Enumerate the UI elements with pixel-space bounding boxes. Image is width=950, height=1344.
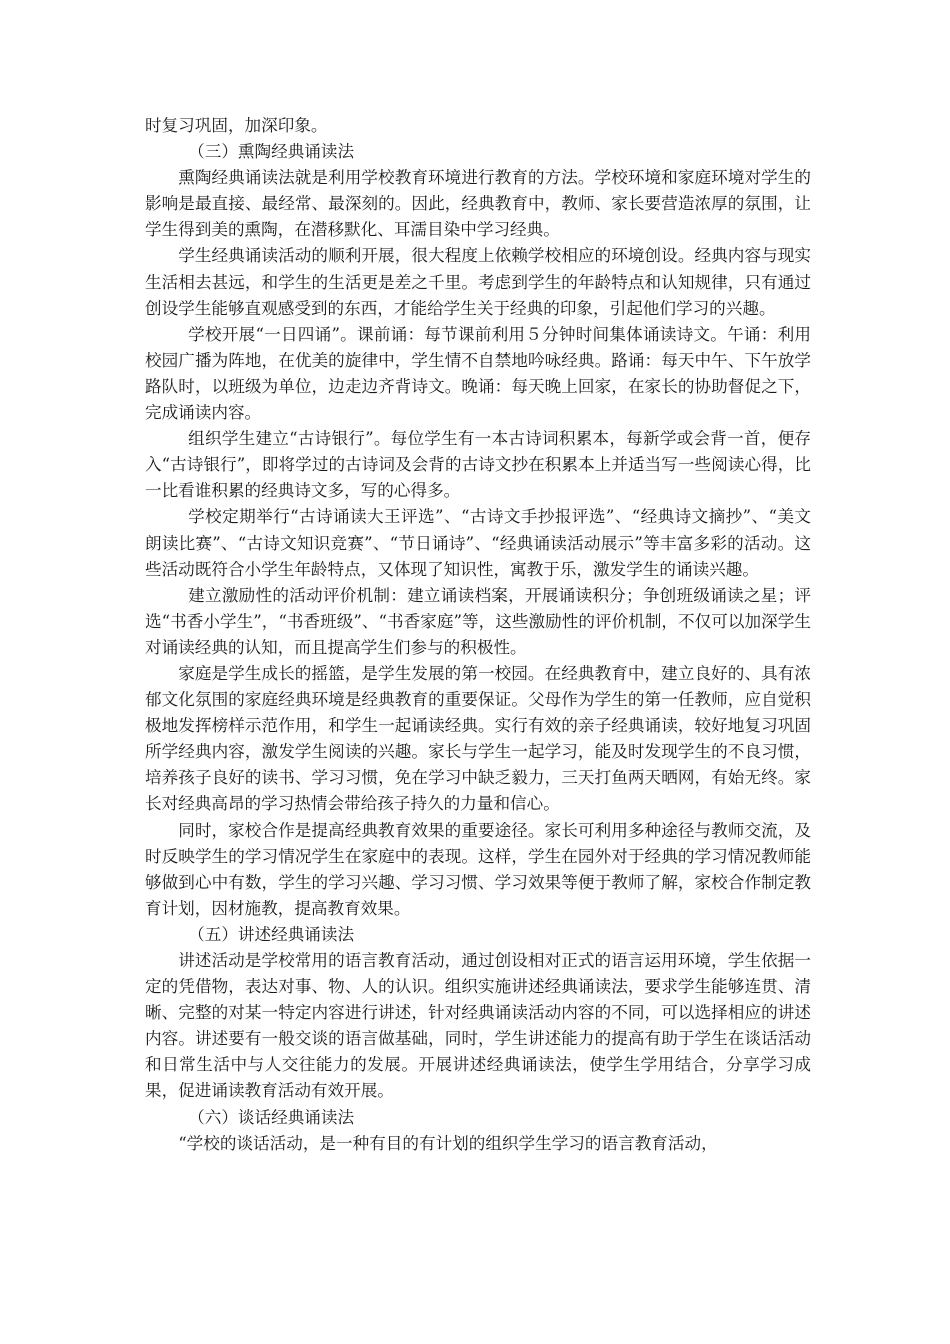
- paragraph: “学校的谈话活动，是一种有目的有计划的组织学生学习的语言教育活动，: [178, 1133, 718, 1153]
- paragraph: 建立激励性的活动评价机制：建立诵读档案，开展诵读积分；争创班级诵读之星；评选“书香小学生”，“书香班级”、“书香家庭”等，这些激励性的评价机制，不仅可以加深学生对诵读经典的认知，而且提高学生们参与的积极性。: [145, 585, 811, 657]
- paragraph-continuation: 时复习巩固，加深印象。: [145, 116, 328, 135]
- paragraph: 熏陶经典诵读法就是利用学校教育环境进行教育的方法。学校环境和家庭环境对学生的影响是最直接、最经常、最深刻的。因此，经典教育中，教师、家长要营造浓厚的氛围，让学生得到美的熏陶，在潜移默化、耳濡目染中学习经典。: [145, 168, 811, 240]
- section-heading-3: （三）熏陶经典诵读法: [188, 142, 355, 162]
- section-heading-5: （五）讲述经典诵读法: [188, 924, 355, 944]
- paragraph: 组织学生建立“古诗银行”。每位学生有一本古诗词积累本，每新学或会背一首，便存入“古诗银行”，即将学过的古诗词及会背的古诗文抄在积累本上并适当写一些阅读心得，比一比看谁积累的经典诗文多，写的心得多。: [145, 429, 811, 501]
- paragraph: 学校定期举行“古诗诵读大王评选”、“古诗文手抄报评选”、“经典诗文摘抄”、“美文朗读比赛”、“古诗文知识竞赛”、“节日诵诗”、“经典诵读活动展示”等丰富多彩的活动。这些活动既符合小学生年龄特点，又体现了知识性，寓教于乐，激发学生的诵读兴趣。: [145, 507, 811, 579]
- paragraph: 同时，家校合作是提高经典教育效果的重要途径。家长可利用多种途径与教师交流，及时反映学生的学习情况学生在家庭中的表现。这样，学生在园外对于经典的学习情况教师能够做到心中有数，学生的学习兴趣、学习习惯、学习效果等便于教师了解，家校合作制定教育计划，因材施教，提高教育效果。: [145, 820, 811, 918]
- paragraph: 学生经典诵读活动的顺利开展，很大程度上依赖学校相应的环境创设。经典内容与现实生活相去甚远，和学生的生活更是差之千里。考虑到学生的年龄特点和认知规律，只有通过创设学生能够直观感受到的东西，才能给学生关于经典的印象，引起他们学习的兴趣。: [145, 246, 811, 318]
- paragraph: 家庭是学生成长的摇篮，是学生发展的第一校园。在经典教育中，建立良好的、具有浓郁文化氛围的家庭经典环境是经典教育的重要保证。父母作为学生的第一任教师，应自觉积极地发挥榜样示范作用，和学生一起诵读经典。实行有效的亲子经典诵读，较好地复习巩固所学经典内容，激发学生阅读的兴趣。家长与学生一起学习，能及时发现学生的不良习惯，培养孩子良好的读书、学习习惯，免在学习中缺乏毅力，三天打鱼两天晒网，有始无终。家长对经典高昂的学习热情会带给孩子持久的力量和信心。: [145, 663, 811, 814]
- paragraph: 学校开展“一日四诵”。课前诵：每节课前利用５分钟时间集体诵读诗文。午诵：利用校园广播为阵地，在优美的旋律中，学生情不自禁地吟咏经典。路诵：每天中午、下午放学路队时，以班级为单位，边走边齐背诗文。晚诵：每天晚上回家，在家长的协助督促之下，完成诵读内容。: [145, 324, 811, 423]
- body-text: [145, 113, 811, 1157]
- section-heading-6: （六）谈话经典诵读法: [188, 1107, 355, 1127]
- paragraph: 讲述活动是学校常用的语言教育活动，通过创设相对正式的语言运用环境，学生依据一定的凭借物，表达对事、物、人的认识。组织实施讲述经典诵读法，要求学生能够连贯、清晰、完整的对某一特定内容进行讲述，针对经典诵读活动内容的不同，可以选择相应的讲述内容。讲述要有一般交谈的语言做基础，同时，学生讲述能力的提高有助于学生在谈话活动和日常生活中与人交往能力的发展。开展讲述经典诵读法，使学生学用结合，分享学习成果，促进诵读教育活动有效开展。: [145, 951, 811, 1101]
